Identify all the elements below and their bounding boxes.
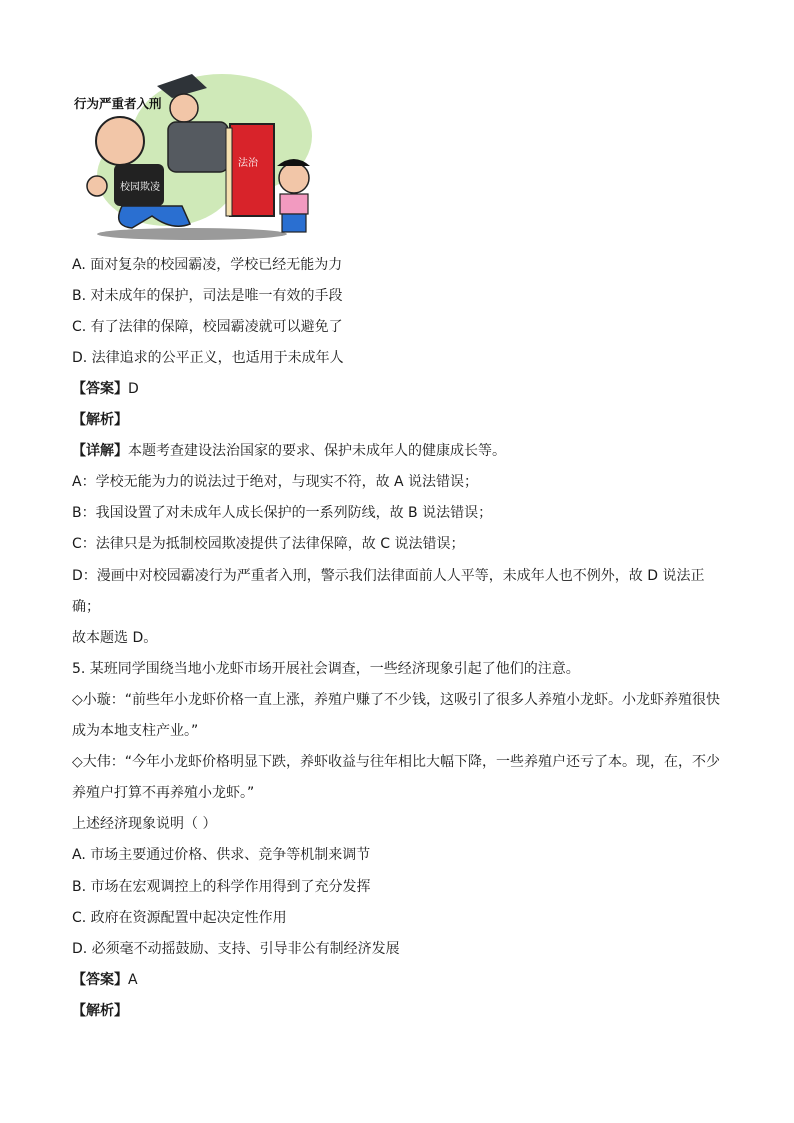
police-head <box>170 94 198 122</box>
q4-explain-d: D：漫画中对校园霸凌行为严重者入刑，警示我们法律面前人人平等，未成年人也不例外，故 D 说法正 <box>72 568 705 584</box>
q4-option-c: C. 有了法律的保障，校园霸凌就可以避免了 <box>72 319 343 335</box>
police-uniform <box>168 122 228 172</box>
q4-detail <box>72 441 506 461</box>
ground-shadow <box>97 228 287 240</box>
q5-quote-2-cont: 养殖户打算不再养殖小龙虾。” <box>72 785 255 801</box>
cartoon-drawing <box>72 66 312 244</box>
q5-answer <box>72 970 138 990</box>
answer-label: 【答案】 <box>72 972 128 988</box>
law-book <box>230 124 274 216</box>
q5-question: 上述经济现象说明（ ） <box>72 816 217 832</box>
q4-explain-b: B：我国设置了对未成年人成长保护的一系列防线，故 B 说法错误； <box>72 505 493 521</box>
q5-option-c: C. 政府在资源配置中起决定性作用 <box>72 910 287 926</box>
q4-explain-d-cont: 确； <box>72 599 100 615</box>
q5-option-d: D. 必须毫不动摇鼓励、支持、引导非公有制经济发展 <box>72 941 400 957</box>
q5-stem: 5. 某班同学围绕当地小龙虾市场开展社会调查，一些经济现象引起了他们的注意。 <box>72 661 580 677</box>
child-shirt <box>280 194 308 214</box>
answer-label: 【答案】 <box>72 381 128 397</box>
q5-analysis-label: 【解析】 <box>72 1003 128 1019</box>
cartoon-caption: 行为严重者入刑 <box>74 96 162 111</box>
q4-answer <box>72 379 139 399</box>
q5-option-a: A. 市场主要通过价格、供求、竞争等机制来调节 <box>72 847 371 863</box>
q5-option-b: B. 市场在宏观调控上的科学作用得到了充分发挥 <box>72 879 371 895</box>
bully-hand <box>87 176 107 196</box>
child-pants <box>282 214 306 232</box>
q5-quote-1: ◇小璇：“前些年小龙虾价格一直上涨，养殖户赚了不少钱，这吸引了很多人养殖小龙虾。小龙虾养殖很快 <box>72 692 721 708</box>
q4-option-d: D. 法律追求的公平正义，也适用于未成年人 <box>72 350 344 366</box>
detail-text: 本题考查建设法治国家的要求、保护未成年人的健康成长等。 <box>128 443 506 459</box>
answer-value: A <box>128 972 138 988</box>
child-head <box>279 163 309 193</box>
book-label: 法治 <box>238 158 258 169</box>
q5-quote-2: ◇大伟：“今年小龙虾价格明显下跌，养虾收益与往年相比大幅下降，一些养殖户还亏了本。现，在，不少 <box>72 754 721 770</box>
q4-conclusion: 故本题选 D。 <box>72 630 158 646</box>
answer-value: D <box>128 381 139 397</box>
q4-analysis-label: 【解析】 <box>72 412 128 428</box>
q4-explain-a: A：学校无能为力的说法过于绝对，与现实不符，故 A 说法错误； <box>72 474 479 490</box>
q4-explain-c: C：法律只是为抵制校园欺凌提供了法律保障，故 C 说法错误； <box>72 536 465 552</box>
bully-fist <box>96 117 144 165</box>
q4-option-a: A. 面对复杂的校园霸凌，学校已经无能为力 <box>72 257 343 273</box>
detail-label: 【详解】 <box>72 443 128 459</box>
law-book-pages <box>226 128 232 216</box>
shirt-label: 校园欺凌 <box>120 182 160 193</box>
q4-option-b: B. 对未成年的保护，司法是唯一有效的手段 <box>72 288 343 304</box>
cartoon-illustration <box>72 66 312 244</box>
q5-quote-1-cont: 成为本地支柱产业。” <box>72 723 199 739</box>
